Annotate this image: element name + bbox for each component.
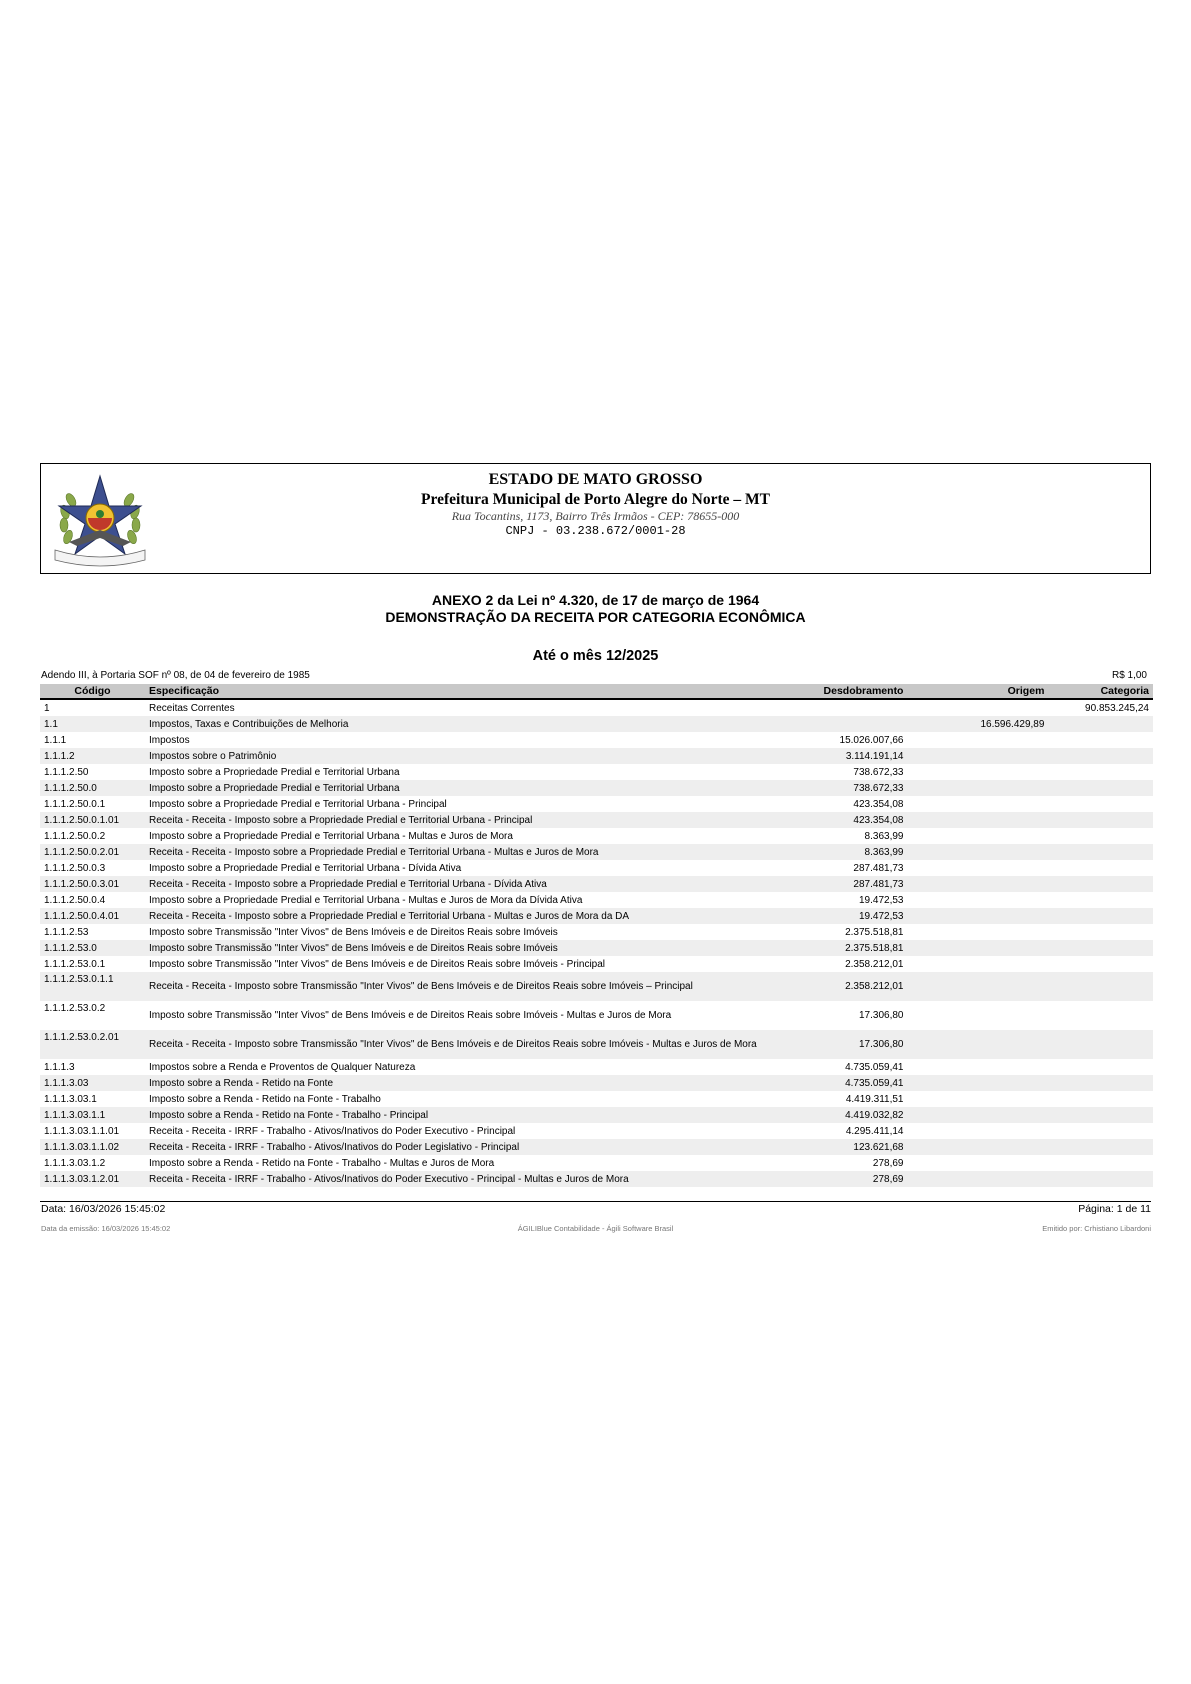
cell-desdobramento: 19.472,53 (858, 894, 904, 906)
cell-origem (907, 1059, 1048, 1075)
cell-especificacao: Imposto sobre a Renda - Retido na Fonte - Trabalho - Principal (145, 1107, 765, 1123)
cell-especificacao: Imposto sobre a Propriedade Predial e Territorial Urbana - Dívida Ativa (149, 862, 462, 874)
cell-especificacao: Imposto sobre a Propriedade Predial e Territorial Urbana (145, 780, 765, 796)
cell-especificacao: Imposto sobre a Propriedade Predial e Territorial Urbana (149, 766, 400, 778)
footer-divider (40, 1201, 1151, 1202)
cell-codigo: 1.1.1.2.53.0.1 (44, 958, 106, 970)
cell-origem (907, 796, 1048, 812)
cell-especificacao: Receita - Receita - Imposto sobre a Propriedade Predial e Territorial Urbana - Multas e Juros de Mora da DA (145, 908, 765, 924)
cell-origem (907, 876, 1048, 892)
cell-especificacao: Impostos (149, 734, 190, 746)
cell-categoria (1048, 860, 1153, 876)
cell-origem (907, 1075, 1048, 1091)
cell-origem (907, 1123, 1048, 1139)
cell-desdobramento: 4.419.311,51 (845, 1093, 904, 1105)
cell-especificacao: Imposto sobre a Propriedade Predial e Territorial Urbana - Multas e Juros de Mora da Dívida Ativa (149, 894, 583, 906)
cell-origem (907, 956, 1048, 972)
table-row (40, 828, 1153, 844)
cell-codigo: 1.1.1.2.50.0.2 (44, 830, 106, 842)
cell-origem (907, 764, 1048, 780)
cell-desdobramento (765, 699, 908, 716)
table-row (40, 1107, 1153, 1123)
title-line-2: DEMONSTRAÇÃO DA RECEITA POR CATEGORIA ECONÔMICA (385, 609, 806, 625)
table-row (40, 1075, 1153, 1091)
table-row (40, 1030, 1153, 1059)
currency-unit: R$ 1,00 (1111, 670, 1147, 681)
cell-categoria (1048, 1155, 1153, 1171)
cell-origem (907, 828, 1048, 844)
cell-desdobramento: 4.295.411,14 (845, 1125, 904, 1137)
cell-codigo: 1.1.1.2.53.0.2 (44, 1003, 106, 1014)
cell-codigo: 1.1.1.2.53 (44, 926, 89, 938)
cell-origem (907, 1139, 1048, 1155)
cell-especificacao: Imposto sobre a Propriedade Predial e Territorial Urbana - Multas e Juros de Mora (149, 830, 513, 842)
cell-codigo: 1.1.1.2.50.0.2.01 (40, 844, 145, 860)
cell-especificacao: Imposto sobre Transmissão "Inter Vivos" de Bens Imóveis e de Direitos Reais sobre Imóveis - Multas e Juros de Mora (149, 1010, 672, 1021)
cell-especificacao: Imposto sobre a Renda - Retido na Fonte - Trabalho (149, 1093, 381, 1105)
cell-categoria (1048, 828, 1153, 844)
cell-especificacao: Receita - Receita - IRRF - Trabalho - Ativos/Inativos do Poder Legislativo - Principal (145, 1139, 765, 1155)
cell-especificacao: Imposto sobre a Propriedade Predial e Territorial Urbana - Principal (149, 798, 447, 810)
footer-software: ÁGILIBlue Contabilidade - Ágili Software Brasil (517, 1224, 674, 1233)
table-row (40, 860, 1153, 876)
cell-codigo: 1.1.1.3.03.1.1.02 (40, 1139, 145, 1155)
cell-origem (907, 892, 1048, 908)
cell-codigo: 1.1 (40, 716, 145, 732)
cell-categoria (1048, 844, 1153, 860)
col-desdobramento: Desdobramento (765, 684, 908, 699)
table-row (40, 940, 1153, 956)
cell-desdobramento: 2.358.212,01 (845, 958, 904, 970)
cell-categoria (1048, 924, 1153, 940)
cell-categoria (1048, 1075, 1153, 1091)
cnpj: CNPJ - 03.238.672/0001-28 (505, 524, 686, 538)
cell-desdobramento: 2.375.518,81 (845, 926, 904, 938)
table-row (40, 1123, 1153, 1139)
cell-origem (907, 1030, 1048, 1059)
cell-origem (907, 1155, 1048, 1171)
cell-codigo: 1.1.1.3 (44, 1061, 75, 1073)
cell-origem (907, 924, 1048, 940)
cell-desdobramento: 423.354,08 (765, 812, 908, 828)
table-row (40, 876, 1153, 892)
cell-especificacao: Imposto sobre Transmissão "Inter Vivos" de Bens Imóveis e de Direitos Reais sobre Imóveis - Principal (149, 958, 606, 970)
cell-categoria (1048, 732, 1153, 748)
cell-codigo: 1.1.1.2.50.0.1 (44, 798, 106, 810)
letterhead (40, 463, 1151, 574)
cell-codigo: 1.1.1.2.50 (44, 766, 89, 778)
table-row (40, 956, 1153, 972)
cell-desdobramento: 278,69 (872, 1157, 904, 1169)
table-row (40, 924, 1153, 940)
cell-desdobramento: 8.363,99 (864, 830, 904, 842)
cell-categoria (1048, 764, 1153, 780)
table-row (40, 1001, 1153, 1030)
cell-desdobramento: 8.363,99 (765, 844, 908, 860)
cell-especificacao: Imposto sobre a Renda - Retido na Fonte (145, 1075, 765, 1091)
cell-especificacao: Receita - Receita - Imposto sobre a Propriedade Predial e Territorial Urbana - Dívida Ativa (145, 876, 765, 892)
cell-codigo: 1.1.1.2.50.0.3 (44, 862, 106, 874)
cell-categoria (1048, 956, 1153, 972)
cell-categoria (1048, 1107, 1153, 1123)
cell-origem (907, 908, 1048, 924)
cell-categoria (1048, 1171, 1153, 1187)
cell-codigo: 1.1.1.2.50.0.1.01 (40, 812, 145, 828)
cell-categoria (1048, 716, 1153, 732)
cell-especificacao: Receita - Receita - Imposto sobre a Propriedade Predial e Territorial Urbana - Principal (145, 812, 765, 828)
cell-desdobramento: 17.306,80 (765, 1030, 908, 1059)
table-row (40, 1171, 1153, 1187)
table-row (40, 699, 1153, 716)
cell-categoria (1048, 780, 1153, 796)
footer-page-number: Página: 1 de 11 (1078, 1203, 1151, 1215)
cell-especificacao: Receitas Correntes (149, 702, 235, 714)
cell-especificacao: Impostos sobre a Renda e Proventos de Qualquer Natureza (149, 1061, 416, 1073)
cell-origem (907, 1091, 1048, 1107)
table-row (40, 748, 1153, 764)
cell-desdobramento: 17.306,80 (858, 1010, 904, 1021)
cell-especificacao: Receita - Receita - IRRF - Trabalho - Ativos/Inativos do Poder Executivo - Principal (149, 1125, 516, 1137)
table-row (40, 1139, 1153, 1155)
cell-desdobramento: 3.114.191,14 (765, 748, 908, 764)
legal-reference: Adendo III, à Portaria SOF nº 08, de 04 de fevereiro de 1985 (41, 670, 310, 681)
cell-categoria (1048, 1139, 1153, 1155)
cell-categoria (1048, 972, 1153, 1001)
cell-especificacao: Imposto sobre a Renda - Retido na Fonte - Trabalho - Multas e Juros de Mora (149, 1157, 495, 1169)
cell-categoria: 90.853.245,24 (1085, 702, 1149, 714)
table-row (40, 780, 1153, 796)
cell-codigo: 1.1.1.2.53.0.2.01 (40, 1030, 145, 1059)
table-row (40, 1091, 1153, 1107)
col-codigo: Código (40, 684, 145, 699)
cell-desdobramento: 15.026.007,66 (839, 734, 904, 746)
cell-codigo: 1.1.1.3.03.1.1.01 (44, 1125, 120, 1137)
cell-desdobramento: 123.621,68 (765, 1139, 908, 1155)
cell-codigo: 1.1.1.3.03.1.1 (40, 1107, 145, 1123)
cell-origem (907, 812, 1048, 828)
cell-origem (907, 844, 1048, 860)
cell-desdobramento: 287.481,73 (765, 876, 908, 892)
cell-origem (907, 1001, 1048, 1030)
cell-origem (907, 748, 1048, 764)
cell-desdobramento: 2.375.518,81 (765, 940, 908, 956)
cell-desdobramento: 423.354,08 (853, 798, 904, 810)
prefecture-name: Prefeitura Municipal de Porto Alegre do Norte – MT (421, 491, 770, 508)
cell-especificacao: Receita - Receita - IRRF - Trabalho - Ativos/Inativos do Poder Executivo - Principal - Multas e Juros de Mora (145, 1171, 765, 1187)
state-name: ESTADO DE MATO GROSSO (488, 471, 703, 488)
cell-categoria (1048, 1059, 1153, 1075)
cell-codigo: 1.1.1.3.03.1.2.01 (40, 1171, 145, 1187)
cell-desdobramento: 2.358.212,01 (765, 972, 908, 1001)
cell-origem (907, 1171, 1048, 1187)
cell-codigo: 1.1.1 (44, 734, 67, 746)
cell-categoria (1048, 796, 1153, 812)
table-row (40, 764, 1153, 780)
col-categoria: Categoria (1048, 684, 1153, 699)
cell-origem (907, 1107, 1048, 1123)
footer-emission-date: Data da emissão: 16/03/2026 15:45:02 (41, 1224, 171, 1233)
cell-especificacao: Receita - Receita - Imposto sobre Transmissão "Inter Vivos" de Bens Imóveis e de Direitos Reais sobre Imóveis – Principal (145, 972, 765, 1001)
report-period: Até o mês 12/2025 (532, 648, 659, 664)
cell-codigo: 1 (44, 702, 50, 714)
table-row (40, 1155, 1153, 1171)
cell-origem (907, 699, 1048, 716)
table-row (40, 1059, 1153, 1075)
revenue-table (40, 684, 1153, 1187)
table-row (40, 844, 1153, 860)
table-header-row (40, 684, 1153, 699)
cell-categoria (1048, 1030, 1153, 1059)
cell-codigo: 1.1.1.3.03.1.2 (44, 1157, 106, 1169)
cell-codigo: 1.1.1.2.53.0 (40, 940, 145, 956)
cell-codigo: 1.1.1.2.53.0.1.1 (40, 972, 145, 1001)
cell-categoria (1048, 940, 1153, 956)
cell-origem (907, 940, 1048, 956)
col-especificacao: Especificação (145, 684, 765, 699)
footer-issued-by: Emitido por: Crhistiano Libardoni (1042, 1224, 1151, 1233)
col-origem: Origem (907, 684, 1048, 699)
cell-especificacao: Receita - Receita - Imposto sobre Transmissão "Inter Vivos" de Bens Imóveis e de Direitos Reais sobre Imóveis - Multas e Juros de Mora (145, 1030, 765, 1059)
cell-codigo: 1.1.1.2.50.0.3.01 (40, 876, 145, 892)
cell-origem (907, 972, 1048, 1001)
cell-categoria (1048, 1001, 1153, 1030)
cell-origem (907, 780, 1048, 796)
cell-codigo: 1.1.1.2.50.0.4 (44, 894, 106, 906)
table-row (40, 796, 1153, 812)
cell-categoria (1048, 1123, 1153, 1139)
cell-categoria (1048, 812, 1153, 828)
cell-especificacao: Impostos, Taxas e Contribuições de Melhoria (145, 716, 765, 732)
table-row (40, 812, 1153, 828)
cell-codigo: 1.1.1.2.50.0.4.01 (40, 908, 145, 924)
table-row (40, 892, 1153, 908)
table-row (40, 908, 1153, 924)
cell-desdobramento: 738.672,33 (765, 780, 908, 796)
cell-categoria (1048, 908, 1153, 924)
title-line-1: ANEXO 2 da Lei nº 4.320, de 17 de março de 1964 (431, 592, 760, 608)
cell-codigo: 1.1.1.2.50.0 (40, 780, 145, 796)
cell-desdobramento: 4.735.059,41 (845, 1061, 904, 1073)
footer-date: Data: 16/03/2026 15:45:02 (41, 1203, 166, 1215)
cell-desdobramento: 4.735.059,41 (765, 1075, 908, 1091)
address: Rua Tocantins, 1173, Bairro Três Irmãos - CEP: 78655-000 (451, 509, 740, 523)
cell-origem (907, 732, 1048, 748)
cell-desdobramento: 278,69 (765, 1171, 908, 1187)
cell-categoria (1048, 892, 1153, 908)
cell-codigo: 1.1.1.3.03 (40, 1075, 145, 1091)
cell-origem (907, 860, 1048, 876)
cell-especificacao: Receita - Receita - Imposto sobre a Propriedade Predial e Territorial Urbana - Multas e Juros de Mora (145, 844, 765, 860)
cell-codigo: 1.1.1.2 (40, 748, 145, 764)
cell-especificacao: Imposto sobre Transmissão "Inter Vivos" de Bens Imóveis e de Direitos Reais sobre Imóveis (145, 940, 765, 956)
table-row (40, 972, 1153, 1001)
report-title (40, 592, 1151, 626)
table-row (40, 732, 1153, 748)
cell-origem: 16.596.429,89 (907, 716, 1048, 732)
cell-desdobramento (765, 716, 908, 732)
cell-especificacao: Impostos sobre o Patrimônio (145, 748, 765, 764)
cell-desdobramento: 19.472,53 (765, 908, 908, 924)
cell-categoria (1048, 1091, 1153, 1107)
cell-desdobramento: 287.481,73 (853, 862, 904, 874)
cell-categoria (1048, 876, 1153, 892)
table-row (40, 716, 1153, 732)
cell-especificacao: Imposto sobre Transmissão "Inter Vivos" de Bens Imóveis e de Direitos Reais sobre Imóveis (149, 926, 558, 938)
cell-categoria (1048, 748, 1153, 764)
cell-desdobramento: 4.419.032,82 (765, 1107, 908, 1123)
cell-codigo: 1.1.1.3.03.1 (44, 1093, 97, 1105)
cell-desdobramento: 738.672,33 (853, 766, 904, 778)
